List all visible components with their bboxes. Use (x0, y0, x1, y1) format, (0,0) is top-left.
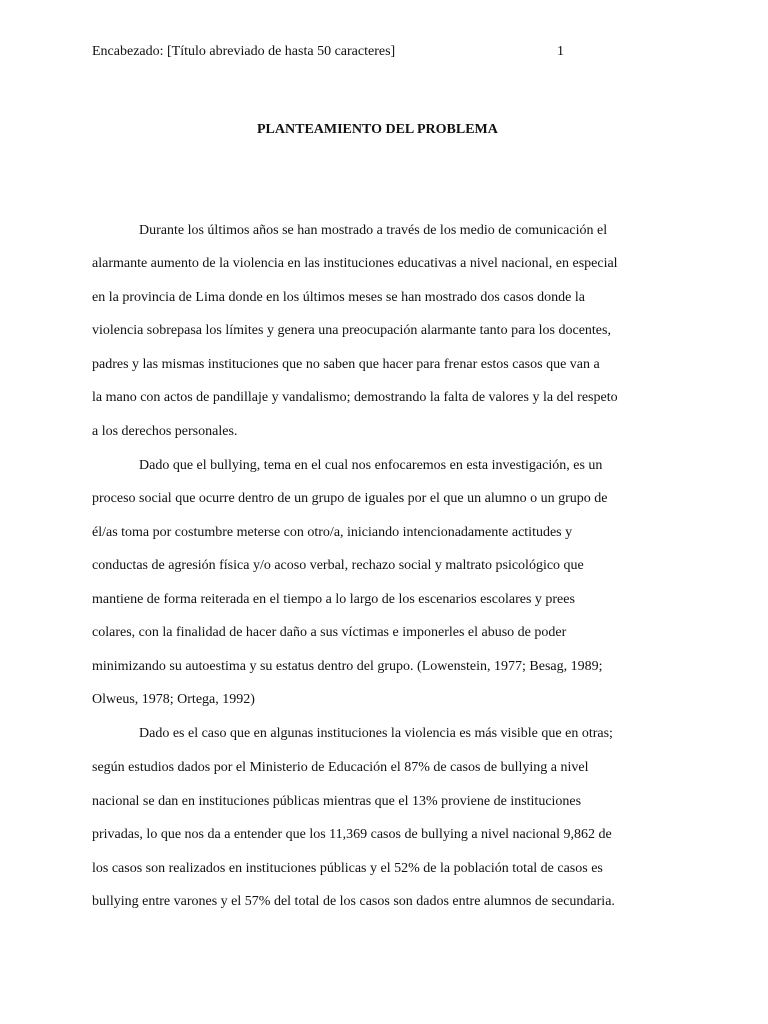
text-line: él/as toma por costumbre meterse con otro/a, iniciando intencionadamente actitudes y (92, 525, 573, 540)
text-line: Durante los últimos años se han mostrado a través de los medio de comunicación el (139, 223, 608, 238)
text-line: en la provincia de Lima donde en los últimos meses se han mostrado dos casos donde la (92, 290, 586, 305)
text-line: según estudios dados por el Ministerio de Educación el 87% de casos de bullying a nivel (92, 760, 589, 775)
title-container (240, 120, 515, 144)
text-line: los casos son realizados en instituciones públicas y el 52% de la población total de casos es (92, 861, 603, 876)
text-line: alarmante aumento de la violencia en las instituciones educativas a nivel nacional, en especial (92, 256, 618, 271)
text-line: padres y las mismas instituciones que no saben que hacer para frenar estos casos que van a (92, 357, 600, 372)
text-line: violencia sobrepasa los límites y genera una preocupación alarmante tanto para los docentes, (92, 323, 611, 338)
text-line: minimizando su autoestima y su estatus dentro del grupo. (Lowenstein, 1977; Besag, 1989; (92, 659, 603, 674)
page-number: 1 (557, 44, 564, 59)
running-head: Encabezado: [Título abreviado de hasta 50 caracteres] (92, 44, 396, 59)
text-line: Dado es el caso que en algunas instituciones la violencia es más visible que en otras; (139, 726, 613, 741)
text-line: nacional se dan en instituciones públicas mientras que el 13% proviene de instituciones (92, 794, 582, 809)
text-line: colares, con la finalidad de hacer daño a sus víctimas e imponerles el abuso de poder (92, 625, 567, 640)
text-line: Olweus, 1978; Ortega, 1992) (92, 692, 255, 707)
text-line: proceso social que ocurre dentro de un grupo de iguales por el que un alumno o un grupo de (92, 491, 608, 506)
text-line: bullying entre varones y el 57% del total de los casos son dados entre alumnos de secundaria. (92, 894, 615, 909)
text-line: Dado que el bullying, tema en el cual nos enfocaremos en esta investigación, es un (139, 458, 603, 473)
page-title: PLANTEAMIENTO DEL PROBLEMA (257, 122, 498, 137)
text-line: la mano con actos de pandillaje y vandalismo; demostrando la falta de valores y la del respeto (92, 390, 618, 405)
text-line: mantiene de forma reiterada en el tiempo a lo largo de los escenarios escolares y prees (92, 592, 575, 607)
text-line: a los derechos personales. (92, 424, 238, 439)
text-line: conductas de agresión física y/o acoso verbal, rechazo social y maltrato psicológico que (92, 558, 584, 573)
text-line: privadas, lo que nos da a entender que los 11,369 casos de bullying a nivel nacional 9,862 de (92, 827, 612, 842)
